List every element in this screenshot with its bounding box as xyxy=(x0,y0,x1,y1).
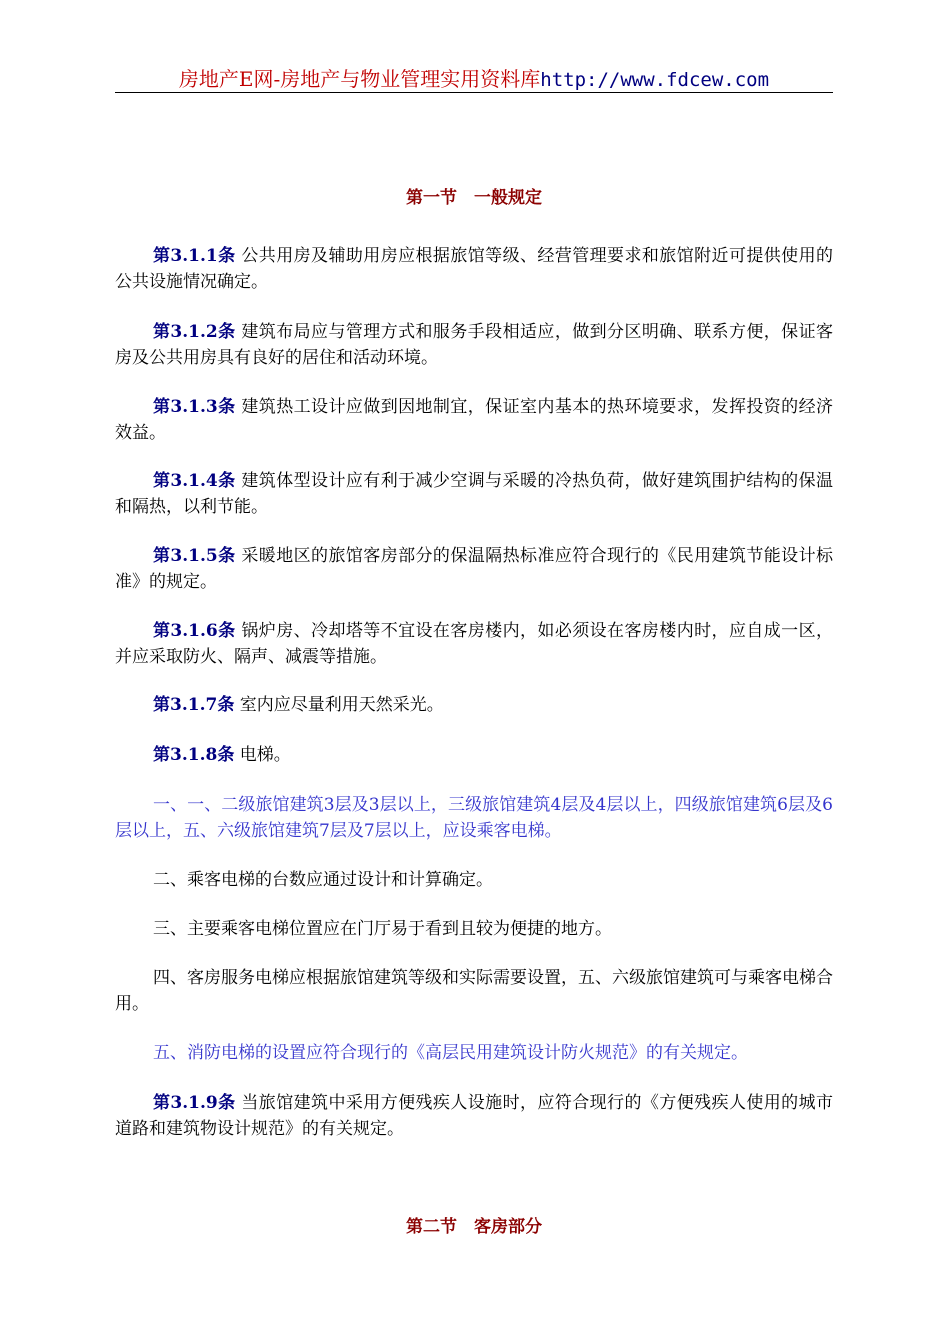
article-text: 建筑布局应与管理方式和服务手段相适应，做到分区明确、联系方便，保证客房及公共用房具有良好的居住和活动环境。 xyxy=(115,322,834,368)
article-text: 当旅馆建筑中采用方便残疾人设施时，应符合现行的《方便残疾人使用的城市道路和建筑物设计规范》的有关规定。 xyxy=(115,1093,834,1139)
elevator-item-1: 一、一、二级旅馆建筑3层及3层以上，三级旅馆建筑4层及4层以上，四级旅馆建筑6层及6层以上，五、六级旅馆建筑7层及7层以上，应设乘客电梯。 xyxy=(115,795,833,841)
article-number: 第3.1.9条 xyxy=(153,1093,236,1113)
article-number: 第3.1.4条 xyxy=(153,471,236,491)
elevator-item-2: 二、乘客电梯的台数应通过设计和计算确定。 xyxy=(153,870,493,890)
article-number: 第3.1.7条 xyxy=(153,695,235,715)
article-text: 采暖地区的旅馆客房部分的保温隔热标准应符合现行的《民用建筑节能设计标准》的规定。 xyxy=(115,546,834,592)
elevator-item-4: 四、客房服务电梯应根据旅馆建筑等级和实际需要设置，五、六级旅馆建筑可与乘客电梯合用。 xyxy=(115,968,833,1014)
article-number: 第3.1.1条 xyxy=(153,246,236,266)
article-3-1-4 xyxy=(115,468,833,520)
article-3-1-7 xyxy=(115,692,833,718)
article-number: 第3.1.5条 xyxy=(153,546,236,566)
article-text: 室内应尽量利用天然采光。 xyxy=(239,695,444,715)
elevator-item-5: 五、消防电梯的设置应符合现行的《高层民用建筑设计防火规范》的有关规定。 xyxy=(153,1043,748,1063)
article-text: 公共用房及辅助用房应根据旅馆等级、经营管理要求和旅馆附近可提供使用的公共设施情况确定。 xyxy=(115,246,834,292)
article-number: 第3.1.2条 xyxy=(153,322,236,342)
article-3-1-9 xyxy=(115,1090,833,1142)
article-text: 建筑热工设计应做到因地制宜，保证室内基本的热环境要求，发挥投资的经济效益。 xyxy=(115,397,834,443)
page-header xyxy=(115,66,833,93)
article-3-1-8 xyxy=(115,742,833,768)
article-number: 第3.1.6条 xyxy=(153,621,236,641)
article-text: 锅炉房、冷却塔等不宜设在客房楼内，如必须设在客房楼内时，应自成一区，并应采取防火、隔声、减震等措施。 xyxy=(115,621,834,667)
site-name: 房地产E网-房地产与物业管理实用资料库 xyxy=(178,67,541,91)
article-3-1-2 xyxy=(115,319,833,371)
elevator-item-3: 三、主要乘客电梯位置应在门厅易于看到且较为便捷的地方。 xyxy=(153,919,612,939)
article-number: 第3.1.8条 xyxy=(153,745,235,765)
article-3-1-3 xyxy=(115,394,833,446)
article-3-1-5 xyxy=(115,543,833,595)
article-text: 建筑体型设计应有利于减少空调与采暖的冷热负荷，做好建筑围护结构的保温和隔热，以利节能。 xyxy=(115,471,834,517)
section-heading-1: 第一节 一般规定 xyxy=(406,188,542,208)
article-text: 电梯。 xyxy=(239,745,291,765)
section-heading-2: 第二节 客房部分 xyxy=(406,1217,542,1237)
site-url-link[interactable]: http://www.fdcew.com xyxy=(540,69,770,91)
article-3-1-1 xyxy=(115,243,833,295)
article-3-1-6 xyxy=(115,618,833,670)
article-number: 第3.1.3条 xyxy=(153,397,236,417)
